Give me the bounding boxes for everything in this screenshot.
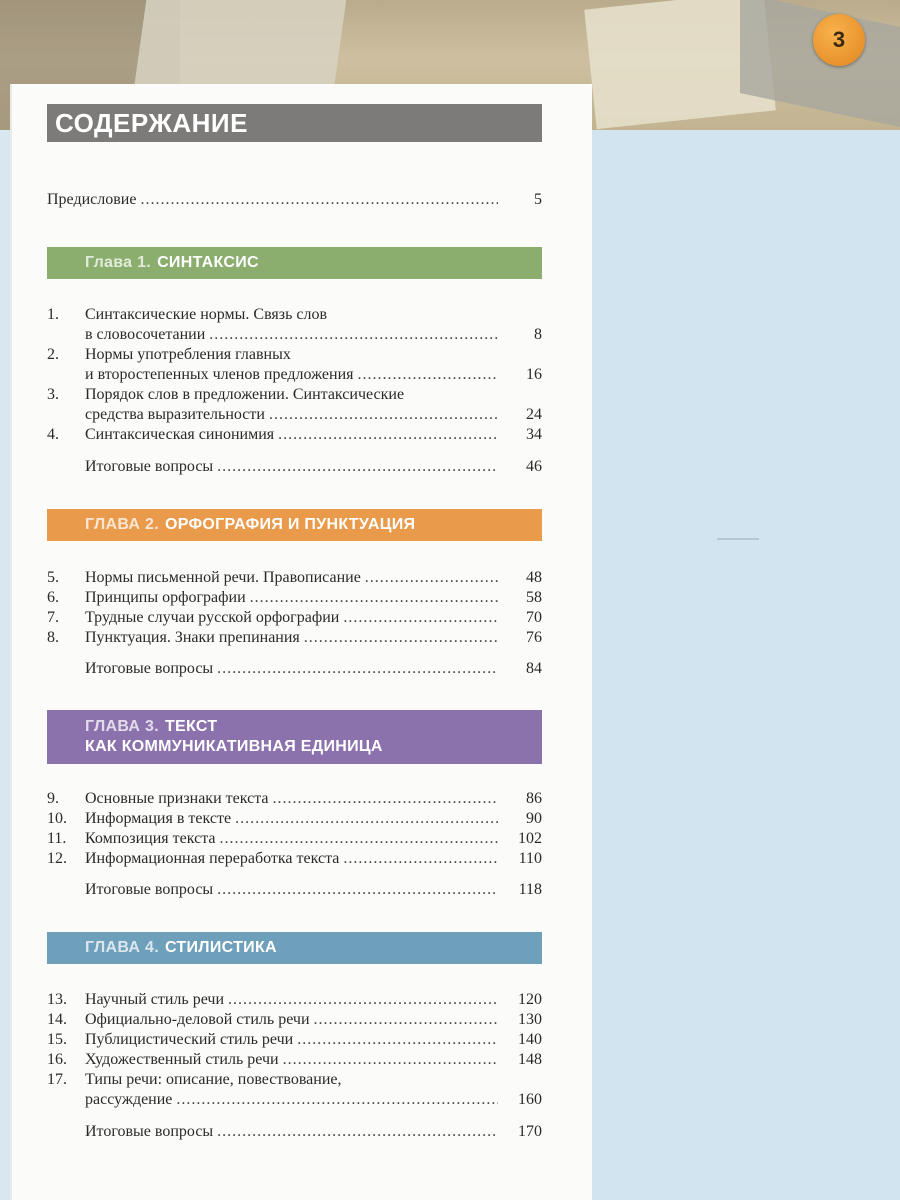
leader-dots	[140, 190, 498, 210]
entry-page: 5	[534, 191, 542, 208]
banner-shape-book	[134, 0, 347, 90]
chapter-4-header[interactable]: ГЛАВА 4. СТИЛИСТИКА	[47, 932, 542, 964]
entry-text: Предисловие	[47, 191, 137, 208]
margin-mark	[717, 538, 759, 540]
right-margin-panel	[592, 130, 900, 1200]
chapter-1-header[interactable]: Глава 1. СИНТАКСИС	[47, 247, 542, 279]
chapter-2-header[interactable]: ГЛАВА 2. ОРФОГРАФИЯ И ПУНКТУАЦИЯ	[47, 509, 542, 541]
page-title: СОДЕРЖАНИЕ	[47, 104, 542, 142]
page-number-badge: 3	[813, 14, 865, 66]
chapter-3-header[interactable]: ГЛАВА 3. ТЕКСТ КАК КОММУНИКАТИВНАЯ ЕДИНИЦА	[47, 710, 542, 764]
